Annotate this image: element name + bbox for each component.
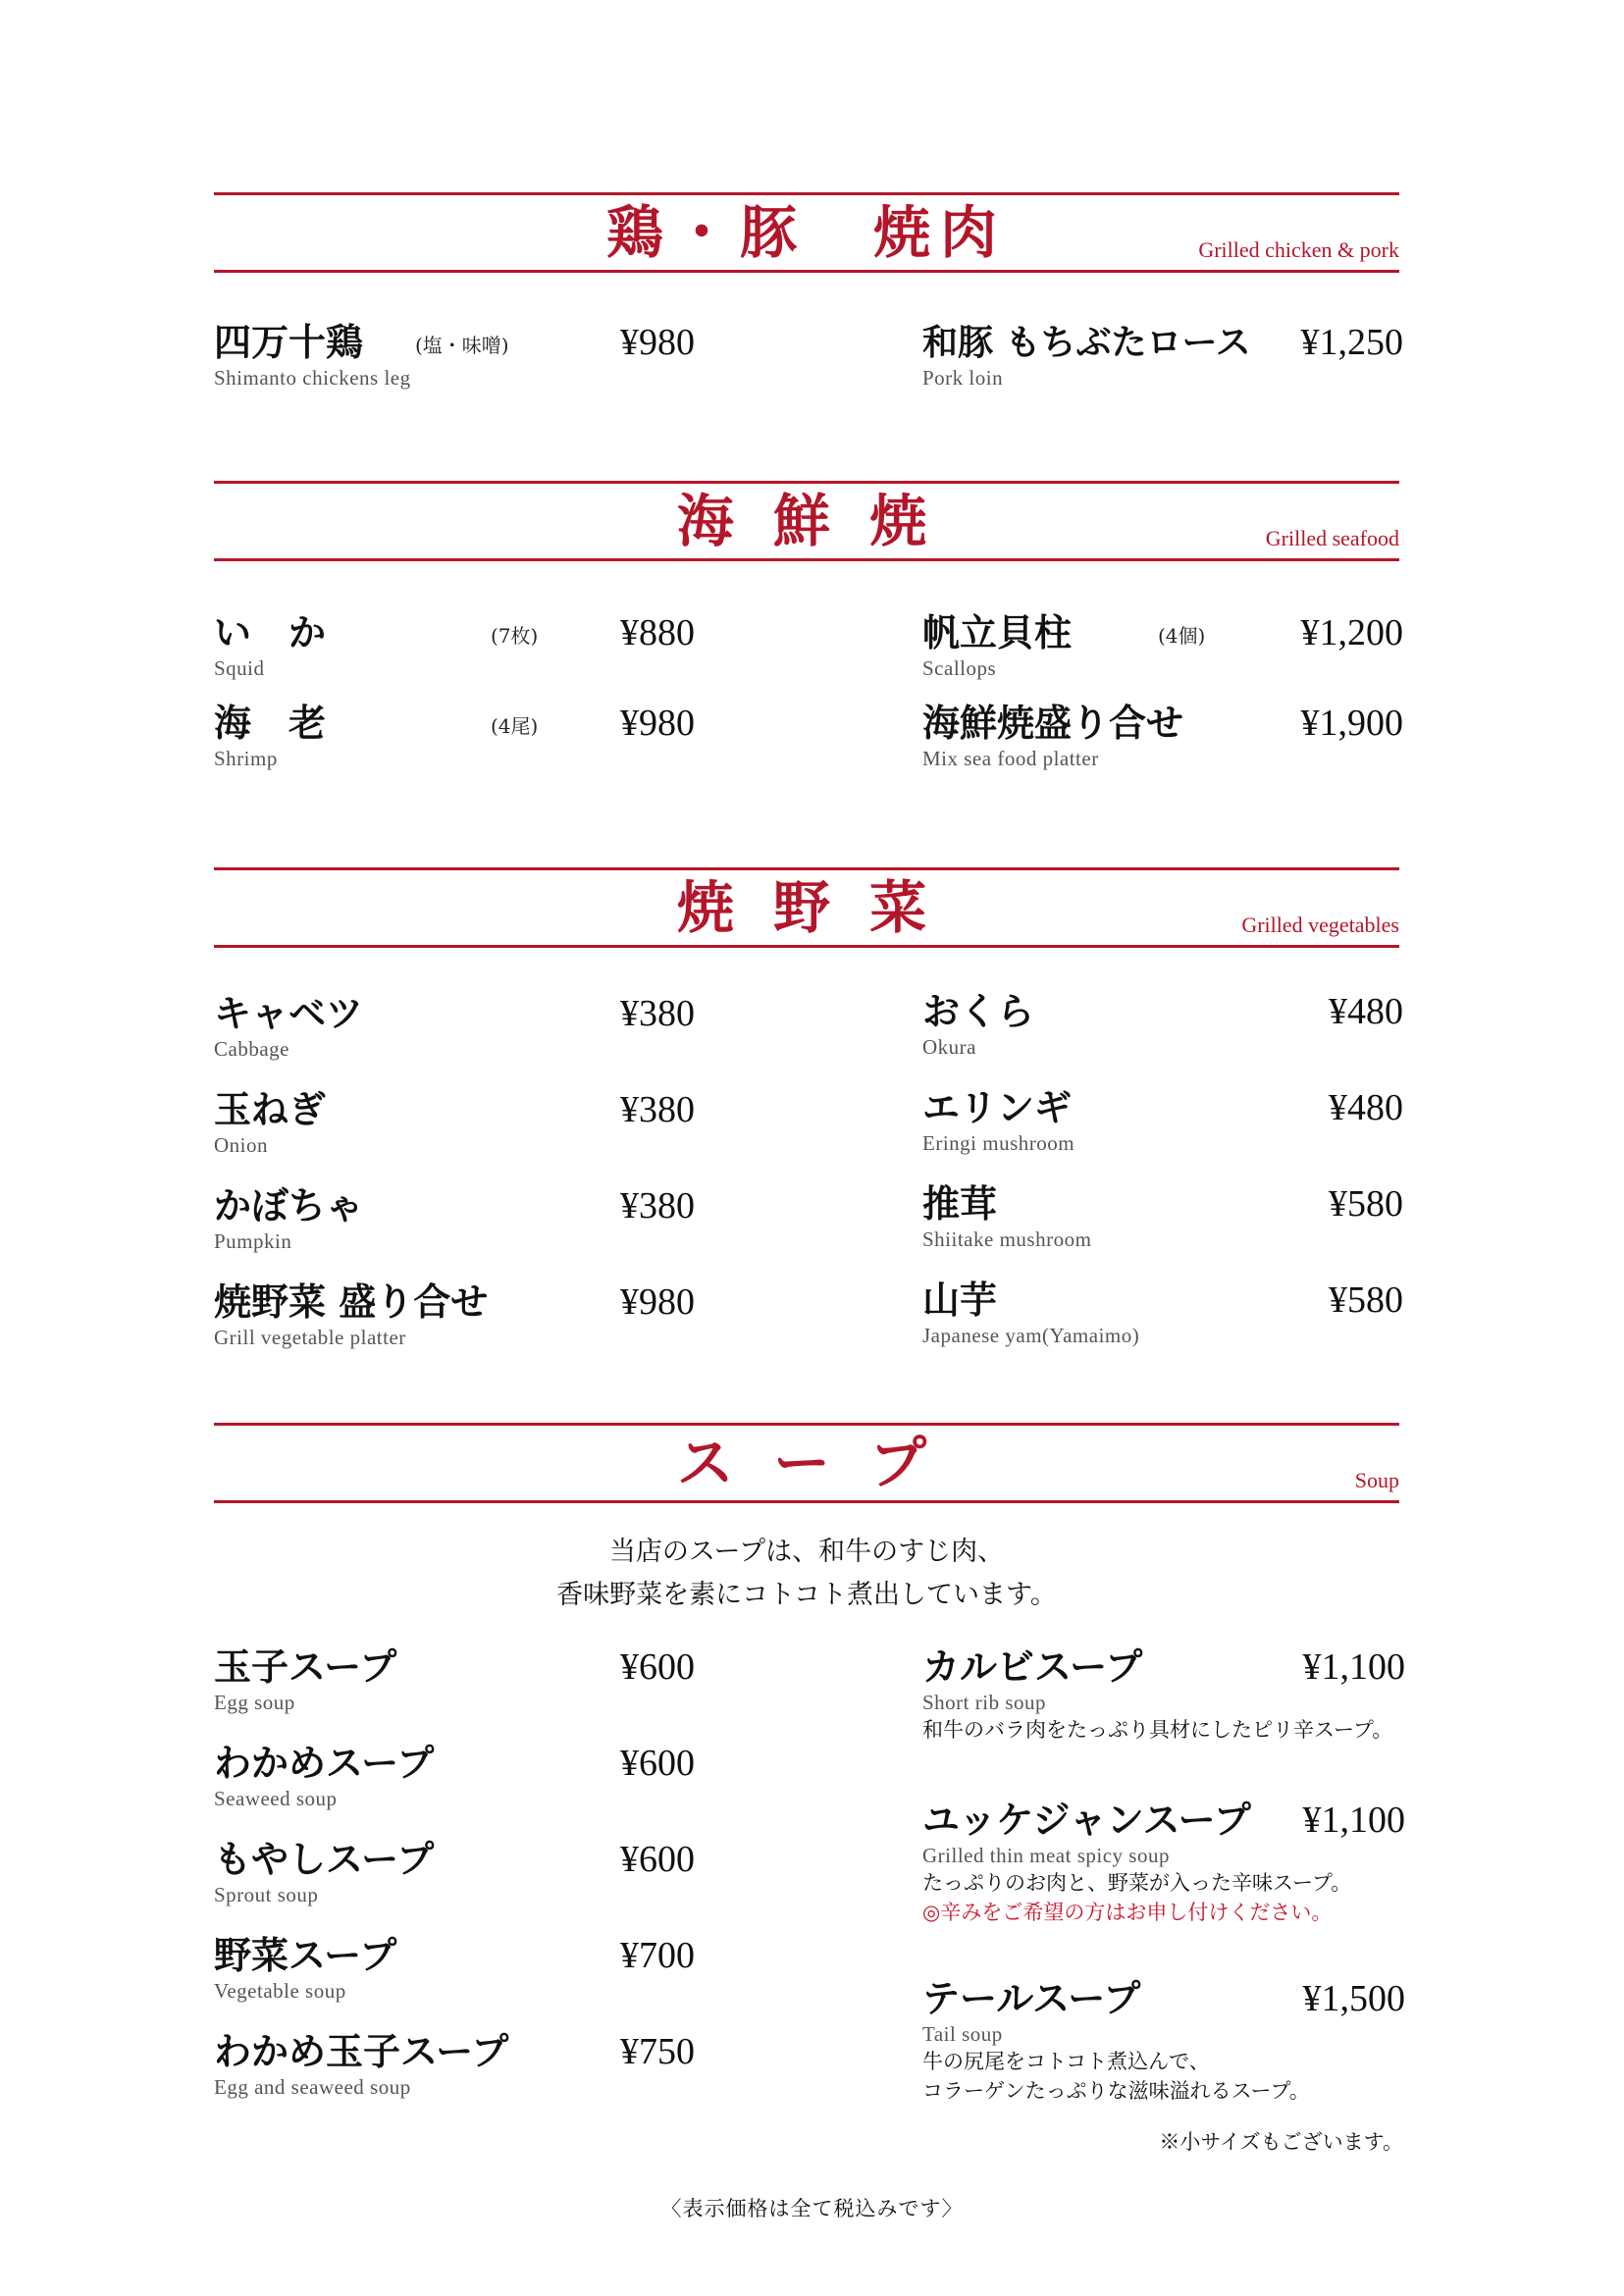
section-header-soup	[214, 1423, 1399, 1503]
item-description: 牛の尻尾をコトコト煮込んで、	[922, 2050, 1210, 2073]
item-count: (塩・味噌)	[415, 334, 509, 357]
menu-item	[214, 1644, 695, 1715]
item-english: Mix sea food platter	[922, 747, 1099, 770]
item-english: Shimanto chickens leg	[214, 366, 411, 390]
item-price: ¥600	[620, 1743, 695, 1784]
item-english: Tail soup	[922, 2022, 1003, 2046]
item-english: Vegetable soup	[214, 1979, 346, 2003]
item-count: (7枚)	[491, 624, 539, 648]
section-title: ス ー プ	[676, 1430, 937, 1496]
menu-item	[214, 991, 695, 1062]
item-name: 海鮮焼盛り合せ	[922, 701, 1184, 745]
divider	[214, 1500, 1399, 1503]
item-english: Sprout soup	[214, 1883, 319, 1906]
item-english: Short rib soup	[922, 1691, 1047, 1714]
spice-note: ◎辛みをご希望の方はお申し付けください。	[922, 1901, 1333, 1924]
item-name: わかめスープ	[214, 1741, 435, 1785]
item-name: 四万十鶏	[214, 320, 364, 364]
item-price: ¥580	[1329, 1279, 1403, 1321]
item-english: Seaweed soup	[214, 1787, 338, 1810]
divider	[214, 270, 1399, 273]
item-english: Egg and seaweed soup	[214, 2075, 411, 2099]
menu-item	[922, 1644, 1405, 1745]
section-header-chicken-pork	[214, 192, 1399, 273]
menu-item	[214, 701, 695, 771]
menu-item	[922, 1278, 1403, 1348]
item-price: ¥1,250	[1300, 322, 1403, 363]
menu-item	[214, 1933, 695, 2004]
item-price: ¥980	[620, 322, 695, 363]
menu-item	[214, 1837, 695, 1907]
menu-item	[214, 1741, 695, 1811]
item-name: 山芋	[922, 1278, 998, 1322]
item-name: 野菜スープ	[214, 1933, 397, 1977]
item-english: Eringi mushroom	[922, 1131, 1075, 1155]
section-subtitle: Soup	[1354, 1468, 1399, 1492]
section-header-seafood	[214, 481, 1399, 561]
item-name: 玉ねぎ	[214, 1087, 327, 1131]
divider	[214, 192, 1399, 195]
item-price: ¥380	[620, 1185, 695, 1226]
item-english: Shiitake mushroom	[922, 1227, 1092, 1251]
item-english: Squid	[214, 656, 265, 680]
section-header-vegetables	[214, 867, 1399, 948]
item-name: 焼野菜 盛り合せ	[214, 1279, 489, 1324]
item-count: (4個)	[1158, 624, 1206, 648]
item-price: ¥380	[620, 993, 695, 1034]
item-name: ユッケジャンスープ	[922, 1798, 1251, 1842]
menu-item	[922, 610, 1403, 681]
item-price: ¥1,900	[1300, 703, 1403, 744]
item-english: Egg soup	[214, 1691, 295, 1714]
menu-item	[922, 320, 1403, 391]
item-price: ¥880	[620, 612, 695, 653]
item-price: ¥700	[620, 1935, 695, 1976]
item-name: もやしスープ	[214, 1837, 435, 1881]
item-price: ¥980	[620, 703, 695, 744]
menu-item	[214, 1183, 695, 1254]
menu-item	[214, 1279, 695, 1350]
item-english: Pumpkin	[214, 1229, 292, 1253]
section-subtitle: Grilled vegetables	[1241, 913, 1399, 937]
menu-item	[214, 2029, 695, 2100]
item-price: ¥480	[1329, 991, 1403, 1032]
menu-item	[922, 1798, 1405, 1927]
item-price: ¥580	[1329, 1183, 1403, 1225]
item-name: 玉子スープ	[214, 1644, 397, 1689]
item-description: コラーゲンたっぷりな滋味溢れるスープ。	[922, 2079, 1310, 2103]
menu-item	[214, 610, 695, 681]
item-name: わかめ玉子スープ	[214, 2029, 509, 2073]
divider	[214, 481, 1399, 484]
section-subtitle: Grilled chicken & pork	[1198, 237, 1399, 262]
divider	[214, 1423, 1399, 1426]
divider	[214, 558, 1399, 561]
item-english: Pork loin	[922, 366, 1004, 390]
section-title: 海 鮮 焼	[676, 488, 937, 554]
item-description: 和牛のバラ肉をたっぷり具材にしたピリ辛スープ。	[922, 1718, 1393, 1742]
item-count: (4尾)	[491, 714, 539, 738]
soup-intro	[214, 1531, 1399, 1617]
item-name: テールスープ	[922, 1976, 1141, 2020]
item-english: Cabbage	[214, 1037, 289, 1061]
item-price: ¥600	[620, 1646, 695, 1688]
item-price: ¥1,100	[1302, 1800, 1405, 1841]
item-name: 帆立貝柱	[922, 610, 1073, 654]
section-title: 鶏・豚 焼肉	[605, 199, 1007, 266]
menu-item	[214, 1087, 695, 1158]
small-size-note: ※小サイズもございます。	[1159, 2130, 1403, 2154]
menu-item	[922, 1085, 1403, 1156]
item-english: Scallops	[922, 656, 997, 680]
item-name: 海 老	[214, 701, 327, 745]
item-name: い か	[214, 610, 327, 654]
item-price: ¥1,100	[1302, 1646, 1405, 1688]
item-price: ¥480	[1329, 1087, 1403, 1128]
item-english: Okura	[922, 1035, 976, 1059]
section-subtitle: Grilled seafood	[1265, 526, 1399, 550]
soup-intro-line: 当店のスープは、和牛のすじ肉、	[608, 1537, 1005, 1567]
item-english: Japanese yam(Yamaimo)	[922, 1324, 1140, 1347]
item-name: おくら	[922, 989, 1035, 1033]
menu-item	[922, 701, 1403, 771]
item-name: かぼちゃ	[214, 1183, 364, 1227]
item-price: ¥980	[620, 1281, 695, 1323]
section-title: 焼 野 菜	[676, 874, 937, 941]
item-price: ¥380	[620, 1089, 695, 1130]
item-english: Shrimp	[214, 747, 278, 770]
menu-item	[922, 1976, 1405, 2106]
tax-note: 〈表示価格は全て税込みです〉	[660, 2197, 964, 2220]
item-name: キャベツ	[214, 991, 364, 1035]
item-description: たっぷりのお肉と、野菜が入った辛味スープ。	[922, 1871, 1352, 1895]
item-name: エリンギ	[922, 1085, 1073, 1129]
item-price: ¥600	[620, 1839, 695, 1880]
item-name: カルビスープ	[922, 1644, 1143, 1689]
divider	[214, 945, 1399, 948]
item-english: Onion	[214, 1133, 268, 1157]
divider	[214, 867, 1399, 870]
item-price: ¥1,500	[1302, 1978, 1405, 2019]
menu-item	[922, 1181, 1403, 1252]
item-name: 和豚 もちぶたロース	[922, 322, 1251, 363]
item-name: 推茸	[922, 1181, 998, 1226]
item-english: Grilled thin meat spicy soup	[922, 1844, 1170, 1867]
item-price: ¥1,200	[1300, 612, 1403, 653]
menu-item	[214, 320, 695, 391]
soup-intro-line: 香味野菜を素にコトコト煮出しています。	[556, 1580, 1057, 1610]
item-price: ¥750	[620, 2031, 695, 2072]
menu-item	[922, 989, 1403, 1060]
item-english: Grill vegetable platter	[214, 1326, 406, 1349]
